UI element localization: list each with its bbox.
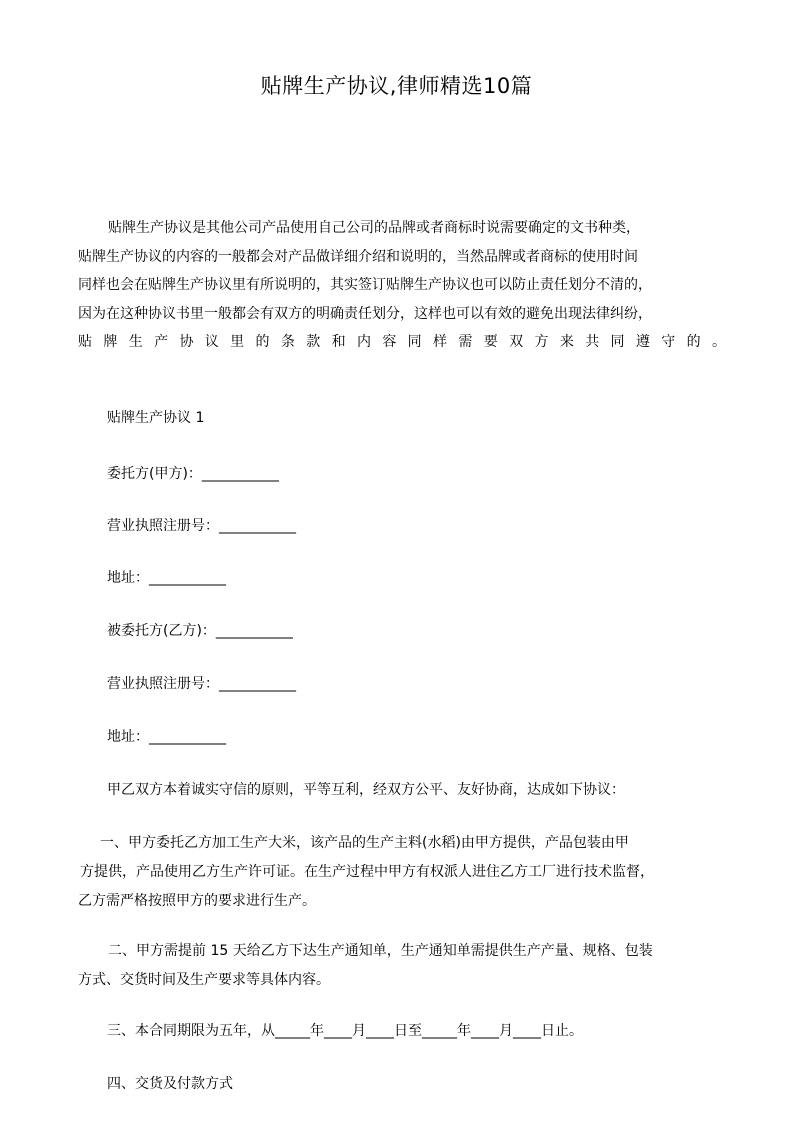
clause-3: 三、本合同期限为五年，从_____年____月____日至_____年____月____日止。 [107,1023,583,1039]
intro-line: 贴牌生产协议的内容的一般都会对产品做详细介绍和说明的，当然品牌或者商标的使用时间 [78,248,638,265]
party-a-address-field: 地址：___________ [107,570,226,586]
clause-line: 方提供，产品使用乙方生产许可证。在生产过程中甲方有权派人进住乙方工厂进行技术监督， [80,864,654,880]
clause-line: 乙方需严格按照甲方的要求进行生产。 [78,893,316,909]
clause-line: 二、甲方需提前 15 天给乙方下达生产通知单，生产通知单需提供生产产量、规格、包装 [108,943,653,959]
clause-4-heading: 四、交货及付款方式 [107,1076,233,1092]
section-heading: 贴牌生产协议 1 [107,410,205,426]
party-b-license-field: 营业执照注册号：___________ [107,676,296,692]
party-a-field: 委托方(甲方)：___________ [107,466,279,482]
party-b-field: 被委托方(乙方)：___________ [107,623,293,639]
preamble: 甲乙双方本着诚实守信的原则，平等互利，经双方公平、友好协商，达成如下协议： [107,782,625,798]
clause-line: 一、甲方委托乙方加工生产大米，该产品的生产主料(水稻)由甲方提供，产品包装由甲 [100,835,629,851]
intro-paragraph [78,214,726,357]
intro-line: 贴牌生产协议是其他公司产品使用自己公司的品牌或者商标时说需要确定的文书种类， [108,220,640,236]
document-title: 贴牌生产协议,律师精选10篇 [260,74,533,98]
intro-line: 因为在这种协议书里一般都会有双方的明确责任划分，这样也可以有效的避免出现法律纠纷， [78,305,652,322]
clause-1 [78,829,730,916]
clause-2 [78,937,730,995]
party-a-license-field: 营业执照注册号：___________ [107,518,296,534]
intro-line: 同样也会在贴牌生产协议里有所说明的，其实签订贴牌生产协议也可以防止责任划分不清的， [78,277,652,293]
party-b-address-field: 地址：___________ [107,729,226,745]
clause-line: 方式、交货时间及生产要求等具体内容。 [78,972,330,988]
intro-line: 贴牌生产协议里的条款和内容同样需要双方来共同遵守的。 [78,334,726,350]
